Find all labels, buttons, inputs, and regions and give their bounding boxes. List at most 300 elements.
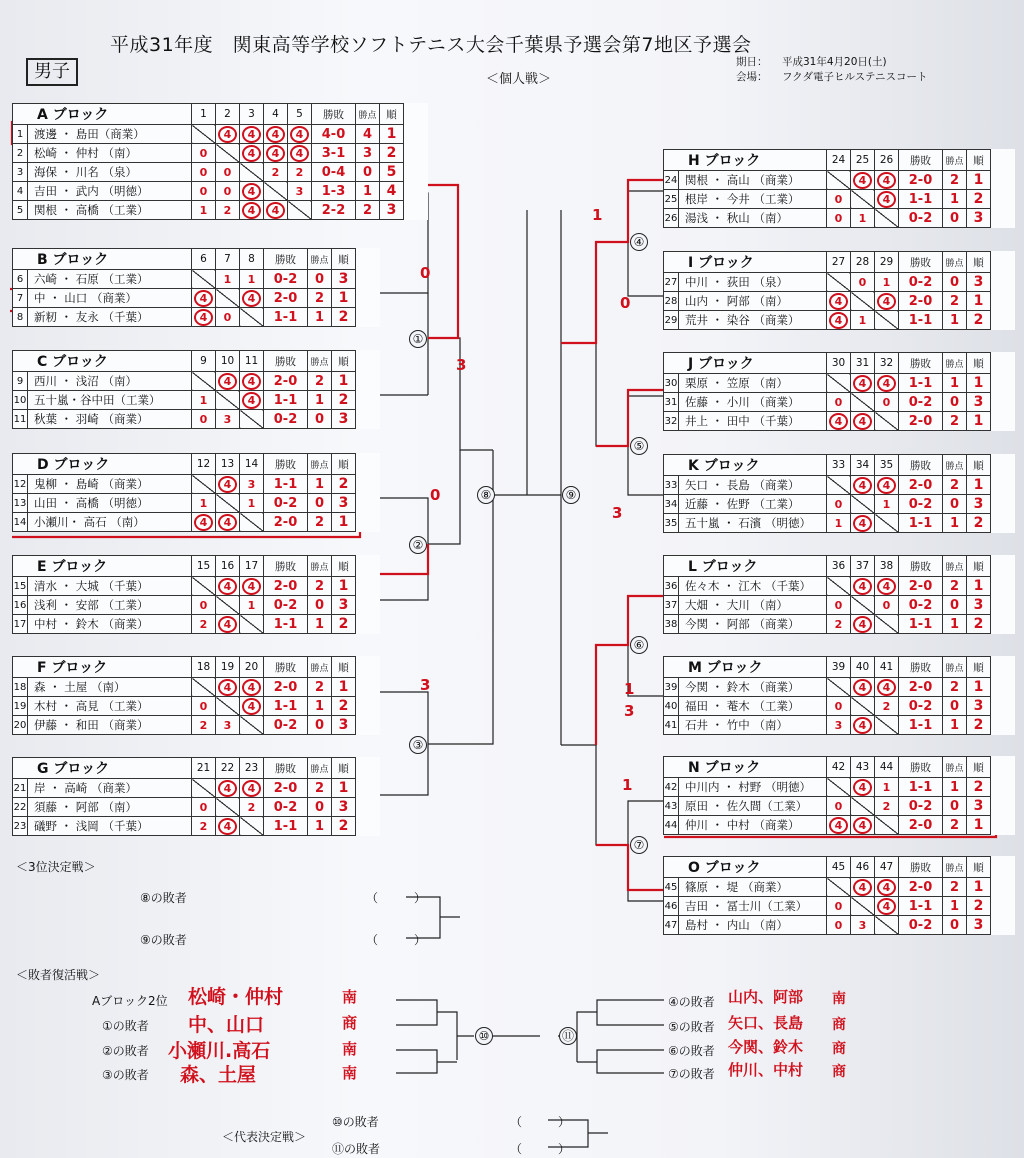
diagonal-cell <box>192 779 216 798</box>
points: 2 <box>308 577 332 596</box>
points: 2 <box>943 816 967 835</box>
match-score-cell <box>192 697 216 716</box>
match-score-cell <box>216 678 240 697</box>
rep-right-label: ⑤の敗者 <box>668 1020 715 1034</box>
match-score-cell <box>264 144 288 163</box>
points-header: 勝点 <box>943 556 967 577</box>
diagonal-cell <box>216 697 240 716</box>
match-score: 4 <box>242 145 261 162</box>
match-score-cell <box>827 897 851 916</box>
player-pair: 近藤 ・ 佐野 （工業） <box>679 495 827 514</box>
match-score: 2 <box>199 718 208 732</box>
match-score-cell <box>827 514 851 533</box>
match-score-cell <box>851 916 875 935</box>
win-loss-header: 勝敗 <box>312 104 356 125</box>
match-score-cell <box>192 289 216 308</box>
rank-header: 順 <box>967 150 991 171</box>
win-loss-header: 勝敗 <box>264 556 308 577</box>
win-loss: 2-0 <box>899 292 943 311</box>
match-score: 0 <box>199 598 208 612</box>
match-score-cell <box>240 182 264 201</box>
score-mark: 3 <box>420 676 431 694</box>
column-number: 4 <box>264 104 288 125</box>
table-row <box>13 270 380 289</box>
player-pair: 石井 ・ 竹中 （南） <box>679 716 827 735</box>
league-block <box>663 454 1015 533</box>
diagonal-cell <box>875 816 899 835</box>
column-number: 31 <box>851 353 875 374</box>
player-pair: 岸 ・ 高崎 （商業） <box>28 779 192 798</box>
match-score-cell <box>216 163 240 182</box>
rep-right-school: 商 <box>832 1041 846 1057</box>
block-name: D ブロック <box>13 454 192 475</box>
match-score: 0 <box>858 275 867 289</box>
match-score: 0 <box>834 899 843 913</box>
rep-left-name: 森、土屋 <box>180 1064 257 1086</box>
rank: 1 <box>967 476 991 495</box>
match-score: 1 <box>199 393 208 407</box>
match-score-cell <box>192 182 216 201</box>
win-loss: 0-2 <box>264 798 308 817</box>
points-header: 勝点 <box>308 556 332 577</box>
diagonal-cell <box>192 577 216 596</box>
table-row <box>13 182 428 201</box>
match-score: 4 <box>218 476 237 493</box>
match-score: 0 <box>834 395 843 409</box>
player-pair: 湯浅 ・ 秋山 （南） <box>679 209 827 228</box>
match-score-cell <box>875 697 899 716</box>
match-score: 4 <box>266 145 285 162</box>
match-score-cell <box>851 878 875 897</box>
win-loss: 1-1 <box>899 897 943 916</box>
table-row <box>664 171 1015 190</box>
row-number: 8 <box>13 308 28 327</box>
match-score: 0 <box>834 497 843 511</box>
table-row <box>664 577 1015 596</box>
points: 2 <box>308 513 332 532</box>
points: 0 <box>943 596 967 615</box>
match-score: 2 <box>882 699 891 713</box>
player-pair: 福田 ・ 菴木 （工業） <box>679 697 827 716</box>
points: 2 <box>943 292 967 311</box>
match-score-cell <box>851 778 875 797</box>
row-number: 15 <box>13 577 28 596</box>
table-row <box>13 125 428 144</box>
column-number: 18 <box>192 657 216 678</box>
rank: 2 <box>967 615 991 634</box>
match-score-cell <box>827 495 851 514</box>
match-score-cell <box>851 374 875 393</box>
match-score: 4 <box>242 183 261 200</box>
table-row <box>664 816 1015 835</box>
diagonal-cell <box>851 292 875 311</box>
match-score-cell <box>827 393 851 412</box>
win-loss: 1-1 <box>264 615 308 634</box>
match-score-cell <box>875 476 899 495</box>
diagonal-cell <box>827 374 851 393</box>
match-score: 4 <box>242 290 261 307</box>
win-loss: 3-1 <box>312 144 356 163</box>
match-score: 4 <box>877 293 896 310</box>
block-name: K ブロック <box>664 455 827 476</box>
match-score: 0 <box>223 165 232 179</box>
paren-slot: （ ） <box>510 1142 571 1156</box>
block-name: G ブロック <box>13 758 192 779</box>
win-loss-header: 勝敗 <box>899 150 943 171</box>
league-block <box>12 757 380 836</box>
rank: 3 <box>967 495 991 514</box>
rep-right-label: ⑥の敗者 <box>668 1044 715 1058</box>
points: 0 <box>308 494 332 513</box>
player-pair: 関根 ・ 高山 （商業） <box>679 171 827 190</box>
column-number: 10 <box>216 351 240 372</box>
match-score-cell <box>192 596 216 615</box>
match-score: 1 <box>199 496 208 510</box>
match-score-cell <box>875 897 899 916</box>
date-value: 平成31年4月20日(土) <box>782 56 887 68</box>
diagonal-cell <box>875 716 899 735</box>
loser-10-label: ⑩の敗者 <box>332 1115 379 1129</box>
row-number: 26 <box>664 209 679 228</box>
match-score: 4 <box>877 172 896 189</box>
match-score-cell <box>827 311 851 330</box>
diagonal-cell <box>875 209 899 228</box>
row-number: 21 <box>13 779 28 798</box>
match-score-cell <box>288 125 312 144</box>
rank: 1 <box>967 412 991 431</box>
column-number: 47 <box>875 857 899 878</box>
match-score-cell <box>875 778 899 797</box>
win-loss: 1-1 <box>899 190 943 209</box>
rank: 2 <box>332 475 356 494</box>
table-row <box>13 372 380 391</box>
match-score-cell <box>851 412 875 431</box>
rank: 2 <box>967 897 991 916</box>
match-score-cell <box>851 311 875 330</box>
rank: 2 <box>967 778 991 797</box>
column-number: 11 <box>240 351 264 372</box>
rep-left-label: ③の敗者 <box>102 1068 149 1082</box>
match-score-cell <box>216 410 240 429</box>
points: 2 <box>943 878 967 897</box>
column-number: 36 <box>827 556 851 577</box>
match-score: 4 <box>853 413 872 430</box>
win-loss: 1-3 <box>312 182 356 201</box>
match-score: 3 <box>223 412 232 426</box>
diagonal-cell <box>851 495 875 514</box>
match-score: 4 <box>853 515 872 532</box>
document-title: 平成31年度 関東高等学校ソフトテニス大会千葉県予選会第7地区予選会 <box>110 34 752 56</box>
rank: 1 <box>380 125 404 144</box>
match-score-cell <box>288 163 312 182</box>
rep-right-school: 商 <box>832 1064 846 1080</box>
rep-left-label: ①の敗者 <box>102 1019 149 1033</box>
column-number: 28 <box>851 252 875 273</box>
win-loss-header: 勝敗 <box>264 758 308 779</box>
diagonal-cell <box>240 615 264 634</box>
table-row <box>664 292 1015 311</box>
match-score-cell <box>827 209 851 228</box>
diagonal-cell <box>875 412 899 431</box>
points-header: 勝点 <box>943 150 967 171</box>
rank: 3 <box>967 596 991 615</box>
points: 0 <box>943 273 967 292</box>
table-row <box>664 797 1015 816</box>
row-number: 32 <box>664 412 679 431</box>
score-mark: 3 <box>612 504 623 522</box>
points: 0 <box>356 163 380 182</box>
win-loss: 2-0 <box>264 289 308 308</box>
win-loss: 0-2 <box>264 716 308 735</box>
points: 2 <box>943 577 967 596</box>
match-score: 4 <box>877 477 896 494</box>
table-row <box>664 311 1015 330</box>
block-name: H ブロック <box>664 150 827 171</box>
match-score: 4 <box>877 375 896 392</box>
diagonal-cell <box>216 391 240 410</box>
rank: 3 <box>332 494 356 513</box>
third-place-title: ＜3位決定戦＞ <box>16 860 96 874</box>
match-score: 4 <box>194 290 213 307</box>
win-loss: 1-1 <box>264 391 308 410</box>
rank: 1 <box>332 513 356 532</box>
win-loss-header: 勝敗 <box>899 556 943 577</box>
win-loss: 1-1 <box>899 615 943 634</box>
row-number: 44 <box>664 816 679 835</box>
rank-header: 順 <box>332 556 356 577</box>
match-score-cell <box>240 678 264 697</box>
win-loss: 0-2 <box>899 916 943 935</box>
diagonal-cell <box>216 596 240 615</box>
rank: 4 <box>380 182 404 201</box>
win-loss: 2-0 <box>899 878 943 897</box>
rep-left-label: Aブロック2位 <box>92 994 168 1008</box>
table-row <box>13 308 380 327</box>
table-row <box>664 897 1015 916</box>
player-pair: 新籾 ・ 友永 （千葉） <box>28 308 192 327</box>
bracket-node-6: ⑥ <box>630 636 648 654</box>
rank-header: 順 <box>332 657 356 678</box>
player-pair: 中川 ・ 荻田 （泉） <box>679 273 827 292</box>
match-score-cell <box>827 916 851 935</box>
table-row <box>13 289 380 308</box>
player-pair: 五十嵐 ・ 石濱 （明徳） <box>679 514 827 533</box>
bracket-node-10: ⑩ <box>475 1027 493 1045</box>
row-number: 17 <box>13 615 28 634</box>
loser-8-label: ⑧の敗者 <box>140 891 187 905</box>
points: 1 <box>308 615 332 634</box>
points-header: 勝点 <box>308 758 332 779</box>
win-loss: 1-1 <box>899 311 943 330</box>
win-loss: 0-2 <box>899 393 943 412</box>
diagonal-cell <box>827 678 851 697</box>
table-row <box>664 716 1015 735</box>
row-number: 2 <box>13 144 28 163</box>
points: 1 <box>943 514 967 533</box>
rank-header: 順 <box>332 249 356 270</box>
row-number: 42 <box>664 778 679 797</box>
league-block <box>663 656 1015 735</box>
diagonal-cell <box>240 716 264 735</box>
match-score: 0 <box>199 412 208 426</box>
row-number: 34 <box>664 495 679 514</box>
row-number: 14 <box>13 513 28 532</box>
match-score: 2 <box>834 617 843 631</box>
match-score: 0 <box>199 165 208 179</box>
match-score-cell <box>216 513 240 532</box>
bracket-node-5: ⑤ <box>630 437 648 455</box>
column-number: 23 <box>240 758 264 779</box>
match-score-cell <box>216 817 240 836</box>
win-loss: 2-0 <box>264 577 308 596</box>
league-block <box>663 555 1015 634</box>
match-score: 4 <box>218 578 237 595</box>
win-loss: 1-1 <box>264 308 308 327</box>
block-name: J ブロック <box>664 353 827 374</box>
column-number: 41 <box>875 657 899 678</box>
column-number: 17 <box>240 556 264 577</box>
row-number: 40 <box>664 697 679 716</box>
match-score: 4 <box>194 514 213 531</box>
match-score: 0 <box>223 310 232 324</box>
table-row <box>664 393 1015 412</box>
diagonal-cell <box>240 817 264 836</box>
rep-right-name: 山内、阿部 <box>728 988 804 1006</box>
score-mark: 3 <box>624 702 635 720</box>
win-loss: 2-0 <box>899 171 943 190</box>
diagonal-cell <box>216 494 240 513</box>
row-number: 16 <box>13 596 28 615</box>
points-header: 勝点 <box>308 657 332 678</box>
match-score: 4 <box>853 817 872 834</box>
match-score-cell <box>192 163 216 182</box>
match-score: 3 <box>858 918 867 932</box>
table-row <box>13 817 380 836</box>
match-score: 4 <box>218 126 237 143</box>
block-name: B ブロック <box>13 249 192 270</box>
column-number: 1 <box>192 104 216 125</box>
win-loss-header: 勝敗 <box>264 351 308 372</box>
match-score: 2 <box>271 165 280 179</box>
score-mark: 1 <box>592 206 603 224</box>
match-score-cell <box>240 201 264 220</box>
points: 0 <box>943 495 967 514</box>
match-score-cell <box>192 201 216 220</box>
match-score-cell <box>875 596 899 615</box>
points-header: 勝点 <box>943 857 967 878</box>
match-score-cell <box>851 514 875 533</box>
match-score: 4 <box>853 717 872 734</box>
match-score: 0 <box>882 395 891 409</box>
diagonal-cell <box>851 897 875 916</box>
score-mark: 0 <box>620 294 631 312</box>
rank: 2 <box>380 144 404 163</box>
column-number: 20 <box>240 657 264 678</box>
column-number: 38 <box>875 556 899 577</box>
match-score-cell <box>216 779 240 798</box>
row-number: 3 <box>13 163 28 182</box>
points: 1 <box>943 716 967 735</box>
row-number: 31 <box>664 393 679 412</box>
column-number: 30 <box>827 353 851 374</box>
venue-value: フクダ電子ヒルステニスコート <box>782 71 928 83</box>
rep-left-name: 中、山口 <box>188 1014 265 1036</box>
match-score-cell <box>827 797 851 816</box>
points-header: 勝点 <box>308 454 332 475</box>
rep-right-name: 今関、鈴木 <box>728 1038 804 1056</box>
player-pair: 原田 ・ 佐久間（工業） <box>679 797 827 816</box>
column-number: 22 <box>216 758 240 779</box>
diagonal-cell <box>827 476 851 495</box>
match-score: 4 <box>853 578 872 595</box>
win-loss-header: 勝敗 <box>899 857 943 878</box>
points: 1 <box>308 475 332 494</box>
match-score-cell <box>875 393 899 412</box>
match-score-cell <box>216 716 240 735</box>
player-pair: 篠原 ・ 堤 （商業） <box>679 878 827 897</box>
match-score: 4 <box>218 373 237 390</box>
row-number: 25 <box>664 190 679 209</box>
match-score: 4 <box>877 578 896 595</box>
league-block <box>12 453 380 532</box>
points: 2 <box>308 779 332 798</box>
match-score: 4 <box>853 375 872 392</box>
rank-header: 順 <box>967 455 991 476</box>
league-block <box>663 251 1015 330</box>
win-loss: 0-2 <box>264 410 308 429</box>
match-score: 0 <box>882 598 891 612</box>
diagonal-cell <box>192 125 216 144</box>
points: 2 <box>943 476 967 495</box>
match-score: 4 <box>829 817 848 834</box>
diagonal-cell <box>875 514 899 533</box>
match-score-cell <box>216 125 240 144</box>
table-row <box>13 596 380 615</box>
row-number: 20 <box>13 716 28 735</box>
points: 1 <box>943 778 967 797</box>
points: 2 <box>943 171 967 190</box>
column-number: 3 <box>240 104 264 125</box>
score-mark: 1 <box>622 776 633 794</box>
win-loss: 2-0 <box>264 678 308 697</box>
match-score: 1 <box>858 313 867 327</box>
rep-left-school: 南 <box>342 1040 358 1058</box>
table-row <box>13 144 428 163</box>
rep-left-school: 南 <box>342 1064 358 1082</box>
match-score-cell <box>851 615 875 634</box>
document-subtitle: ＜個人戦＞ <box>486 72 552 87</box>
player-pair: 仲川 ・ 中村 （商業） <box>679 816 827 835</box>
player-pair: 吉田 ・ 武内 （明徳） <box>28 182 192 201</box>
match-score: 4 <box>194 309 213 326</box>
column-number: 44 <box>875 757 899 778</box>
points: 4 <box>356 125 380 144</box>
league-block <box>663 149 1015 228</box>
table-row <box>13 513 380 532</box>
rep-left-name: 松崎・仲村 <box>188 986 284 1008</box>
bracket-node-11: ⑪ <box>559 1027 577 1045</box>
table-row <box>664 412 1015 431</box>
block-name: L ブロック <box>664 556 827 577</box>
match-score: 4 <box>877 191 896 208</box>
win-loss: 1-1 <box>899 514 943 533</box>
rank: 2 <box>967 190 991 209</box>
match-score: 1 <box>882 780 891 794</box>
match-score-cell <box>240 125 264 144</box>
win-loss: 1-1 <box>264 697 308 716</box>
win-loss: 2-0 <box>899 412 943 431</box>
match-score: 1 <box>882 497 891 511</box>
